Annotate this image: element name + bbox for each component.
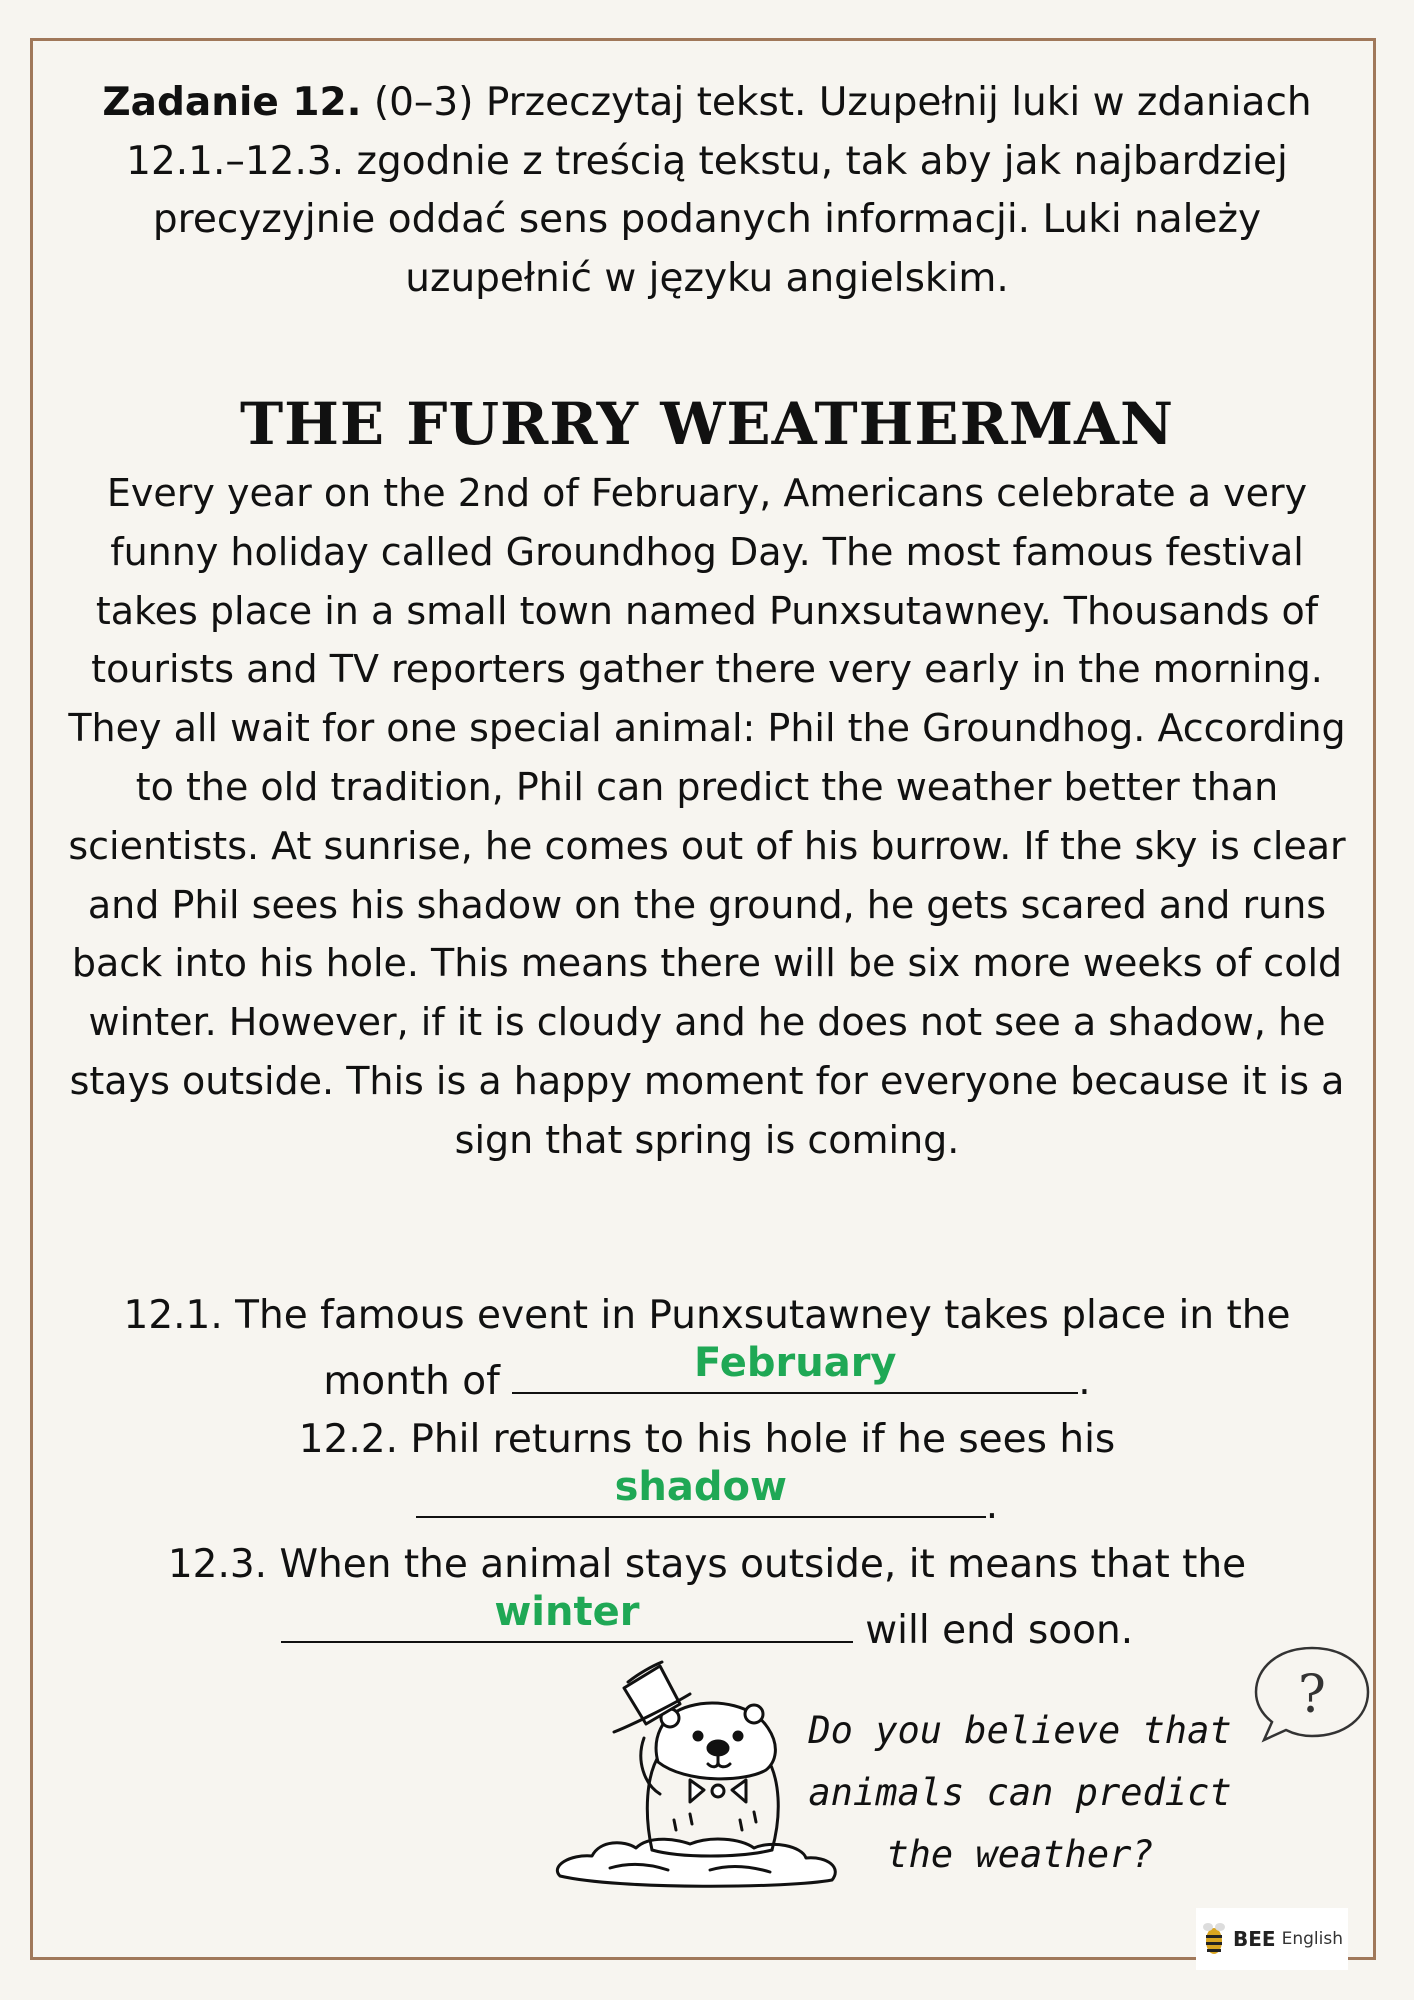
question-3-line-1: 12.3. When the animal stays outside, it means that the	[167, 1541, 1247, 1587]
bee-english-logo	[1196, 1908, 1348, 1970]
speech-text	[800, 1700, 1240, 1886]
questions-block	[80, 1287, 1334, 1660]
question-1-prefix: month of	[323, 1358, 513, 1404]
answer-blank-3[interactable]	[281, 1588, 853, 1643]
question-1-line-2	[80, 1339, 1334, 1412]
question-2-suffix: .	[985, 1483, 999, 1529]
question-mark-text: ?	[1298, 1665, 1326, 1725]
speech-line-1: Do you believe that	[808, 1709, 1232, 1752]
story-title: THE FURRY WEATHERMAN	[239, 390, 1175, 458]
question-3-suffix: will end soon.	[852, 1607, 1134, 1653]
speech-line-3: the weather?	[886, 1833, 1154, 1876]
logo-brand: BEE	[1233, 1927, 1276, 1951]
task-text: (0–3) Przeczytaj tekst. Uzupełnij luki w zdaniach 12.1.–12.3. zgodnie z treścią tekstu, tak aby jak najbardziej precyzyjnie oddać sens podanych informacji. Luki należy uzupełnić w języku angielskim.	[126, 80, 1312, 301]
answer-3: winter	[494, 1588, 640, 1635]
story-text: Every year on the 2nd of February, Americans celebrate a very funny holiday called Groundhog Day. The most famous festival takes place in a small town named Punxsutawney. Thousands of tourists and TV reporters gather there very early in the morning. They all wait for one special animal: Phil the Groundhog. According to the old tradition, Phil can predict the weather better than scientists. At sunrise, he comes out of his burrow. If the sky is clear and Phil sees his shadow on the ground, he gets scared and runs back into his hole. This means there will be six more weeks of cold winter. However, if it is cloudy and he does not see a shadow, he stays outside. This is a happy moment for everyone because it is a sign that spring is coming.	[68, 471, 1346, 1162]
speech-line-2: animals can predict	[808, 1771, 1232, 1814]
question-bubble-icon	[1250, 1640, 1375, 1750]
bee-icon	[1201, 1919, 1227, 1959]
question-2-line-2	[80, 1464, 1334, 1536]
answer-1: February	[694, 1339, 897, 1386]
task-instruction	[90, 74, 1324, 308]
answer-2: shadow	[614, 1464, 787, 1511]
question-2-line-1: 12.2. Phil returns to his hole if he sees his	[298, 1417, 1116, 1463]
answer-blank-1[interactable]	[512, 1339, 1078, 1394]
logo-sub: English	[1281, 1929, 1343, 1949]
question-1-line-1: 12.1. The famous event in Punxsutawney takes place in the	[123, 1293, 1291, 1338]
answer-blank-2[interactable]	[416, 1464, 986, 1518]
task-label: Zadanie 12.	[102, 80, 362, 125]
question-1-suffix: .	[1078, 1358, 1091, 1404]
